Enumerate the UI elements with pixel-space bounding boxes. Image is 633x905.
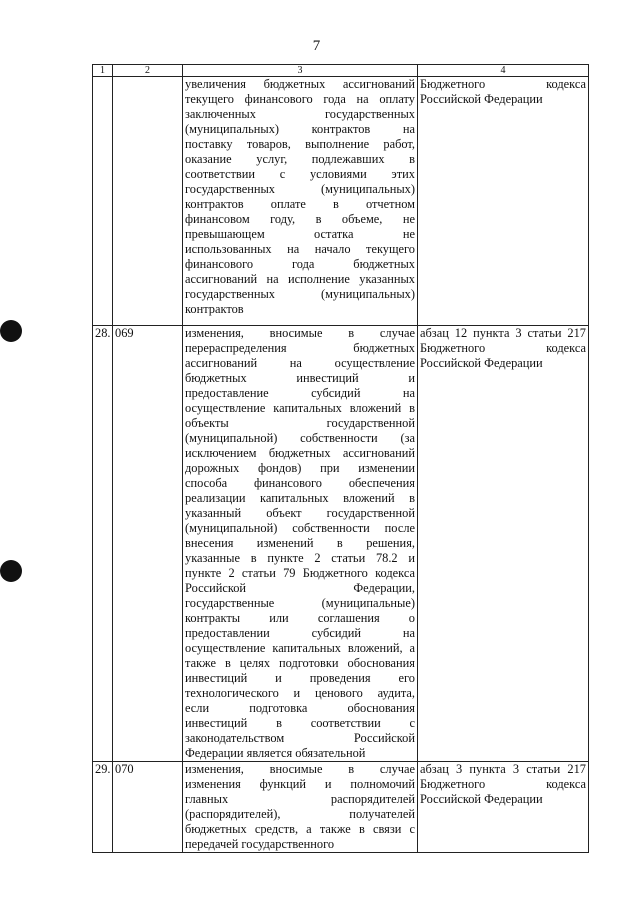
description-line: законодательством Российской — [185, 731, 415, 745]
description-line: указанный объект государственной — [185, 506, 415, 520]
description-line: дорожных фондов) при изменении — [185, 461, 415, 475]
basis-line: Бюджетного кодекса — [420, 341, 586, 355]
row-description — [183, 762, 418, 853]
description-line: перераспределения бюджетных — [185, 341, 415, 355]
description-line: увеличения бюджетных ассигнований — [185, 77, 415, 91]
description-line: ассигнований на исполнение указанных — [185, 272, 415, 286]
description-line: технологического и ценового аудита, — [185, 686, 415, 700]
binder-hole-mark — [0, 320, 22, 342]
row-code — [113, 77, 183, 326]
description-line: изменения функций и полномочий — [185, 777, 415, 791]
description-line: бюджетных инвестиций и — [185, 371, 415, 385]
basis-line: абзац 3 пункта 3 статьи 217 — [420, 762, 586, 776]
description-line: Федерации является обязательной — [185, 746, 366, 760]
column-header-4: 4 — [418, 65, 589, 77]
row-number: 29. — [93, 762, 113, 853]
description-line: (муниципальной) собственности после — [185, 521, 415, 535]
description-line: превышающем остатка не — [185, 227, 415, 241]
description-line: главных распорядителей — [185, 792, 415, 806]
row-description — [183, 326, 418, 762]
description-line: контрактов оплате в отчетном — [185, 197, 415, 211]
description-line: бюджетных средств, а также в связи с — [185, 822, 415, 836]
description-line: осуществление капитальных вложений, а — [185, 641, 415, 655]
description-line: оказание услуг, подлежавших в — [185, 152, 415, 166]
column-header-3: 3 — [183, 65, 418, 77]
description-line: заключенных государственных — [185, 107, 415, 121]
description-line: предоставление субсидий на — [185, 386, 415, 400]
description-line: объекты государственной — [185, 416, 415, 430]
description-line: (распорядителей), получателей — [185, 807, 415, 821]
description-line: соответствии с условиями этих — [185, 167, 415, 181]
basis-line: Российской Федерации — [420, 92, 543, 106]
basis-line: Бюджетного кодекса — [420, 777, 586, 791]
basis-line: Российской Федерации — [420, 356, 543, 370]
binder-hole-mark — [0, 560, 22, 582]
basis-line: абзац 12 пункта 3 статьи 217 — [420, 326, 586, 340]
description-line: государственных (муниципальных) — [185, 182, 415, 196]
row-description — [183, 77, 418, 326]
description-line: использованных на начало текущего — [185, 242, 415, 256]
description-line: финансового года бюджетных — [185, 257, 415, 271]
description-line: указанные в пункте 2 статьи 78.2 и — [185, 551, 415, 565]
basis-line: Бюджетного кодекса — [420, 77, 586, 91]
description-line: государственные (муниципальные) — [185, 596, 415, 610]
description-line: осуществление капитальных вложений в — [185, 401, 415, 415]
description-line: предоставлении субсидий на — [185, 626, 415, 640]
description-line: контрактов — [185, 302, 244, 316]
column-header-1: 1 — [93, 65, 113, 77]
description-line: исключением бюджетных ассигнований — [185, 446, 415, 460]
row-legal-basis — [418, 326, 589, 762]
description-line: ассигнований на осуществление — [185, 356, 415, 370]
description-line: поставку товаров, выполнение работ, — [185, 137, 415, 151]
description-line: способа финансового обеспечения — [185, 476, 415, 490]
description-line: финансовом году, в объеме, не — [185, 212, 415, 226]
description-line: передачей государственного — [185, 837, 335, 851]
basis-line: Российской Федерации — [420, 792, 543, 806]
row-code: 069 — [113, 326, 183, 762]
description-line: пункте 2 статьи 79 Бюджетного кодекса — [185, 566, 415, 580]
description-line: инвестиций в соответствии с — [185, 716, 415, 730]
column-header-2: 2 — [113, 65, 183, 77]
table-row — [93, 762, 589, 853]
page-number: 7 — [312, 38, 321, 54]
table-row — [93, 326, 589, 762]
table-header-row — [93, 65, 589, 77]
description-line: если подготовка обоснования — [185, 701, 415, 715]
description-line: (муниципальной) собственности (за — [185, 431, 415, 445]
row-legal-basis — [418, 77, 589, 326]
budget-changes-table — [92, 64, 589, 853]
description-line: инвестиций и проведения его — [185, 671, 415, 685]
description-line: Российской Федерации, — [185, 581, 415, 595]
row-legal-basis — [418, 762, 589, 853]
description-line: контракты или соглашения о — [185, 611, 415, 625]
table-row — [93, 77, 589, 326]
description-line: (муниципальных) контрактов на — [185, 122, 415, 136]
description-line: изменения, вносимые в случае — [185, 762, 415, 776]
description-line: государственных (муниципальных) — [185, 287, 415, 301]
description-line: текущего финансового года на оплату — [185, 92, 415, 106]
description-line: также в целях подготовки обоснования — [185, 656, 415, 670]
description-line: изменения, вносимые в случае — [185, 326, 415, 340]
description-line: реализации капитальных вложений в — [185, 491, 415, 505]
row-number: 28. — [93, 326, 113, 762]
row-code: 070 — [113, 762, 183, 853]
description-line: внесения изменений в решения, — [185, 536, 415, 550]
row-number — [93, 77, 113, 326]
